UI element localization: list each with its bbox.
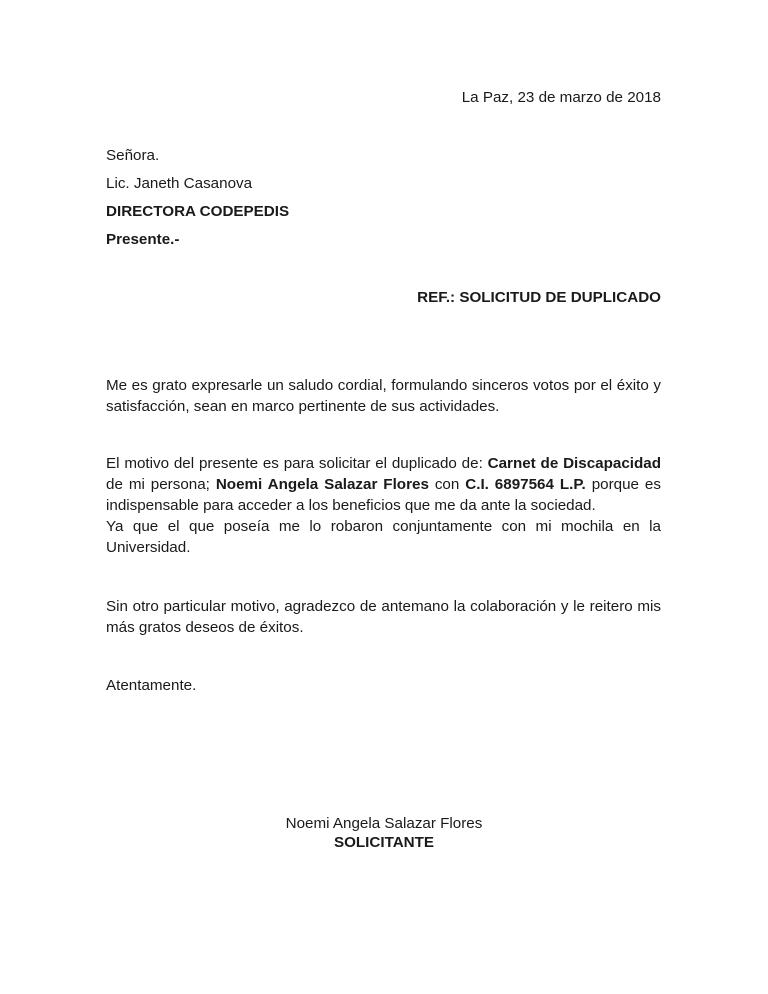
reference-line: REF.: SOLICITUD DE DUPLICADO: [417, 289, 661, 306]
motive-text-a: El motivo del presente es para solicitar el duplicado de:: [106, 455, 488, 472]
closing-word: Atentamente.: [106, 677, 197, 694]
paragraph-greeting: Me es grato expresarle un saludo cordial, formulando sinceros votos por el éxito y satisfacción, sean en marco pertinente de sus actividades.: [106, 377, 661, 415]
signature-name: Noemi Angela Salazar Flores: [285, 815, 483, 832]
motive-text-c: con: [428, 476, 466, 493]
motive-bold-name: Noemi Angela Salazar Flores: [215, 476, 429, 493]
paragraph-closing: Sin otro particular motivo, agradezco de antemano la colaboración y le reitero mis más gratos deseos de éxitos.: [106, 598, 661, 636]
motive-bold-carnet: Carnet de Discapacidad: [487, 455, 661, 472]
date-line: La Paz, 23 de marzo de 2018: [461, 89, 661, 106]
recipient-title: DIRECTORA CODEPEDIS: [106, 203, 290, 220]
recipient-presente: Presente.-: [106, 231, 180, 248]
recipient-name: Lic. Janeth Casanova: [106, 175, 253, 192]
motive-text-d: porque es indispensable para acceder a los beneficios que me da ante la sociedad.: [106, 476, 661, 514]
paragraph-robbery: Ya que el que poseía me lo robaron conjuntamente con mi mochila en la Universidad.: [106, 518, 661, 556]
motive-bold-ci: C.I. 6897564 L.P.: [465, 476, 586, 493]
signature-role: SOLICITANTE: [333, 834, 435, 851]
motive-text-b: de mi persona;: [106, 476, 216, 493]
recipient-salutation: Señora.: [106, 147, 160, 164]
paragraph-motive: [106, 453, 661, 516]
